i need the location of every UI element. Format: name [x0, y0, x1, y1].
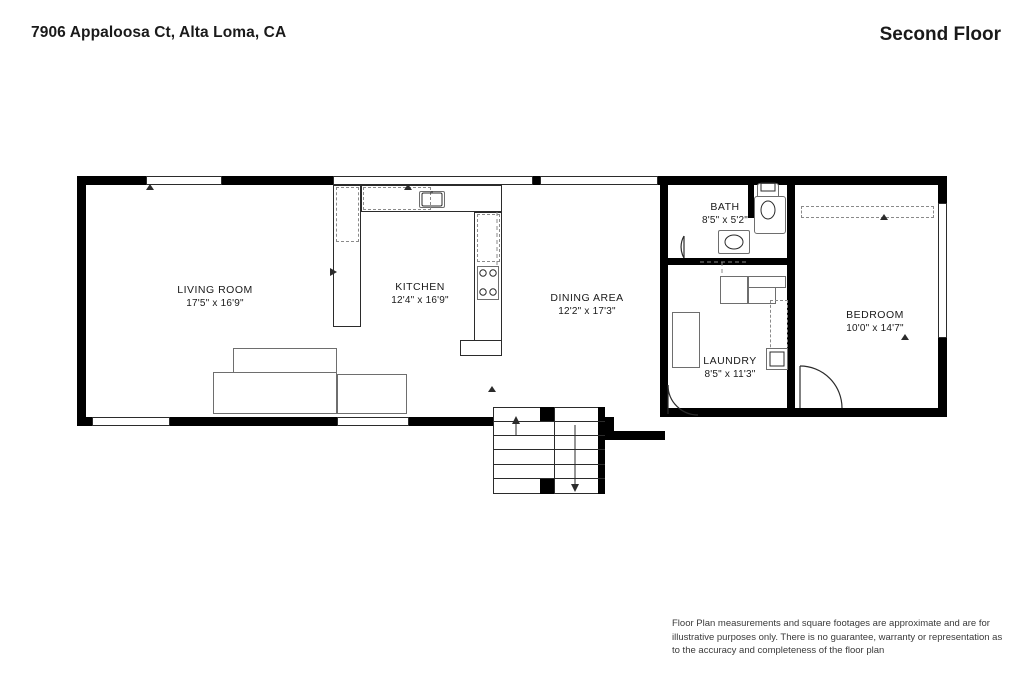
- door-pocket-dining: [700, 262, 748, 276]
- disclaimer-text: Floor Plan measurements and square footages are approximate and are for illustrative purposes only. There is no guarantee, warranty or representation as to the accuracy and completeness of the floor plan: [672, 618, 1003, 656]
- direction-arrow-living: [146, 184, 154, 190]
- direction-arrow-bedroom-window: [880, 214, 888, 220]
- direction-arrow-kitchen: [330, 268, 337, 276]
- direction-arrow-stair-landing: [512, 416, 520, 436]
- room-label-laundry: [680, 354, 780, 382]
- door-laundry: [668, 385, 698, 415]
- room-dimensions: 8'5" x 5'2": [702, 215, 748, 226]
- floor-label: Second Floor: [879, 24, 1001, 45]
- room-dimensions: 8'5" x 11'3": [704, 369, 756, 380]
- room-label-bath: [675, 200, 775, 228]
- room-name: DINING AREA: [550, 292, 624, 304]
- bath-sink-icon: [725, 235, 743, 249]
- direction-arrow-stairs-up: [571, 425, 579, 492]
- room-dimensions: 10'0" x 14'7": [846, 323, 904, 334]
- room-name: LIVING ROOM: [177, 284, 253, 296]
- direction-arrow-dining: [488, 386, 496, 392]
- room-name: KITCHEN: [395, 281, 445, 293]
- door-bath: [681, 236, 684, 258]
- room-dimensions: 12'4" x 16'9": [391, 295, 449, 306]
- room-dimensions: 12'2" x 17'3": [558, 306, 616, 317]
- room-name: BEDROOM: [846, 309, 904, 321]
- room-label-living-room: [125, 283, 305, 311]
- direction-arrow-kitchen-top: [404, 184, 412, 190]
- door-bedroom: [800, 366, 842, 408]
- room-dimensions: 17'5" x 16'9": [186, 298, 244, 309]
- page-title: 7906 Appaloosa Ct, Alta Loma, CA: [31, 24, 287, 41]
- room-name: BATH: [710, 201, 740, 213]
- room-label-bedroom: [810, 308, 940, 336]
- room-label-dining-area: [517, 291, 657, 319]
- room-label-kitchen: [350, 280, 490, 308]
- room-name: LAUNDRY: [703, 355, 757, 367]
- sink-basin-icon: [422, 191, 442, 206]
